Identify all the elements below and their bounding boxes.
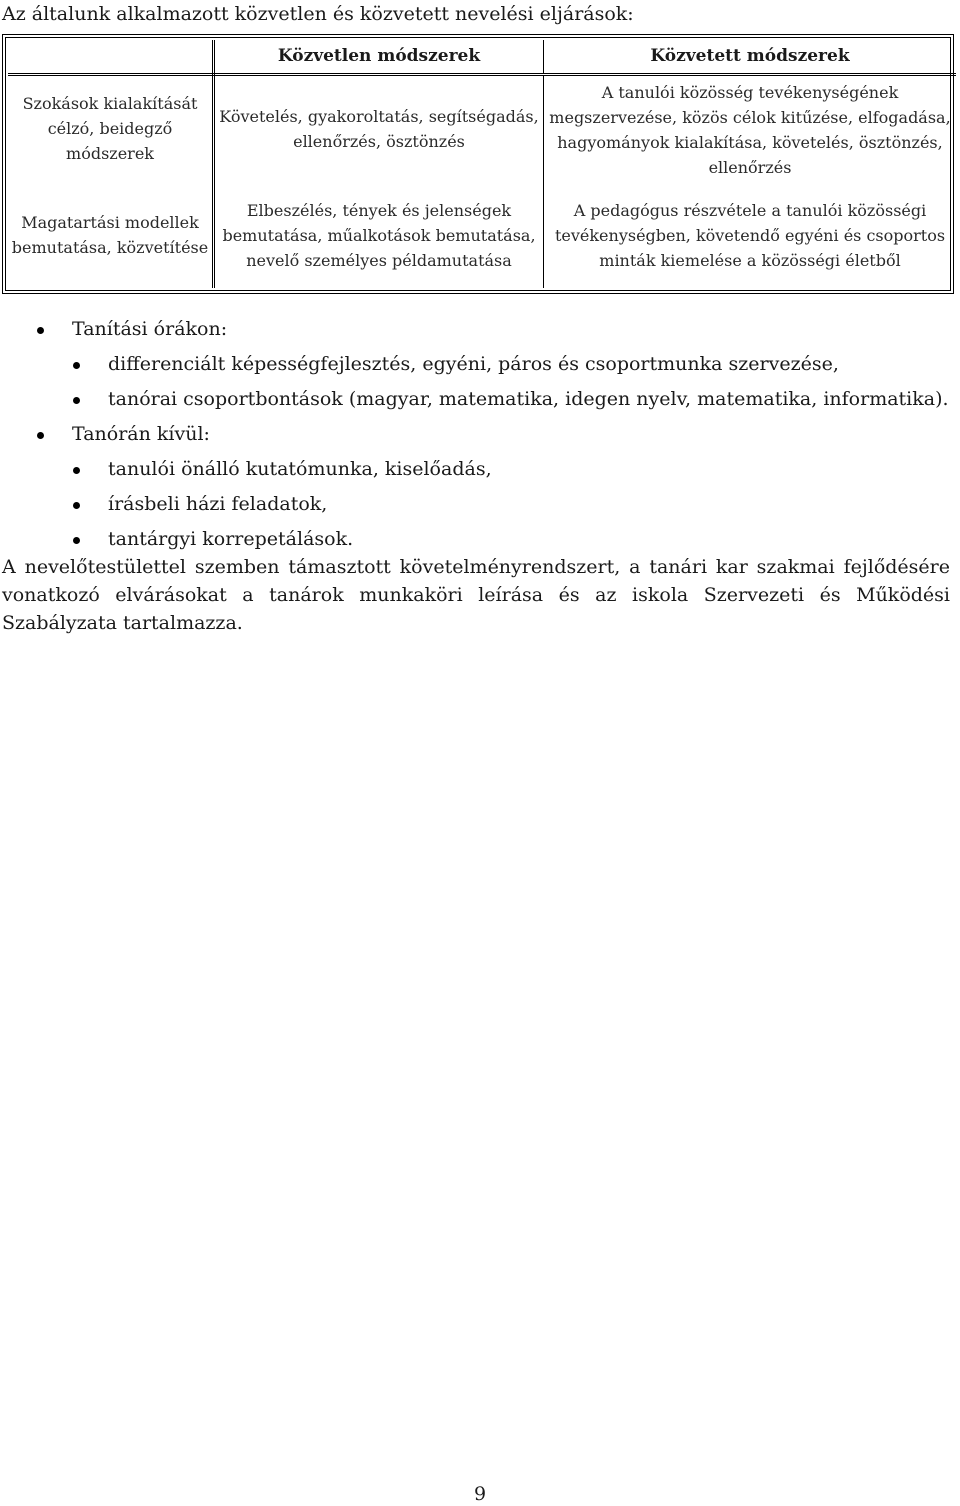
header-empty: [8, 40, 214, 74]
row-label: Szokások kialakítását célzó, beidegző módszerek: [8, 74, 214, 182]
bullet-icon: [73, 362, 80, 369]
list-item-text: differenciált képességfejlesztés, egyéni, páros és csoportmunka szervezése,: [108, 353, 839, 375]
list-item: [0, 452, 960, 487]
row-label: Magatartási modellek bemutatása, közvetítése: [8, 182, 214, 288]
bullet-icon: [37, 327, 44, 334]
page-number: 9: [473, 1483, 487, 1505]
list-item: [0, 347, 960, 382]
list-item: [0, 522, 960, 557]
list-item: [0, 312, 960, 347]
list-item: [0, 417, 960, 452]
list-item: [0, 487, 960, 522]
header-indirect-methods: Közvetett módszerek: [544, 40, 957, 74]
bullet-icon: [73, 537, 80, 544]
table-row: [8, 182, 956, 288]
row-direct: Elbeszélés, tények és jelenségek bemutatása, műalkotások bemutatása, nevelő személyes példamutatása: [214, 182, 544, 288]
list-item-text: írásbeli házi feladatok,: [108, 493, 328, 515]
closing-paragraph: A nevelőtestülettel szemben támasztott követelményrendszert, a tanári kar szakmai fejlődésére vonatkozó elvárásokat a tanárok munkaköri leírása és az iskola Szervezeti és Működési Szabályzata tartalmazza.: [2, 556, 950, 634]
header-direct-methods: Közvetlen módszerek: [214, 40, 544, 74]
row-indirect: A tanulói közösség tevékenységének megszervezése, közös célok kitűzése, elfogadása, hagyományok kialakítása, követelés, ösztönzés, ellenőrzés: [549, 82, 951, 177]
bullet-icon: [73, 502, 80, 509]
table-header-row: [8, 40, 956, 74]
list-item-text: tanulói önálló kutatómunka, kiselőadás,: [108, 458, 492, 480]
intro-line: Az általunk alkalmazott közvetlen és közvetett nevelési eljárások:: [2, 3, 634, 25]
table-row: [8, 74, 956, 182]
row-direct: Követelés, gyakoroltatás, segítségadás, ellenőrzés, ösztönzés: [214, 74, 544, 182]
list-item-text: tanórai csoportbontások (magyar, matematika, idegen nyelv, matematika, informatika).: [108, 388, 949, 410]
bullet-icon: [73, 467, 80, 474]
list-title: Tanítási órákon:: [72, 318, 228, 340]
bullet-icon: [73, 397, 80, 404]
list-item-text: tantárgyi korrepetálások.: [108, 528, 354, 550]
methods-table: [8, 40, 956, 288]
list-title: Tanórán kívül:: [72, 423, 210, 445]
row-indirect: A pedagógus részvétele a tanulói közösségi tevékenységben, követendő egyéni és csoportos minták kiemelése a közösségi életből: [554, 200, 946, 270]
methods-table-frame: [2, 34, 954, 294]
list-item: [0, 382, 960, 417]
bullet-icon: [37, 432, 44, 439]
method-lists: [0, 312, 960, 557]
